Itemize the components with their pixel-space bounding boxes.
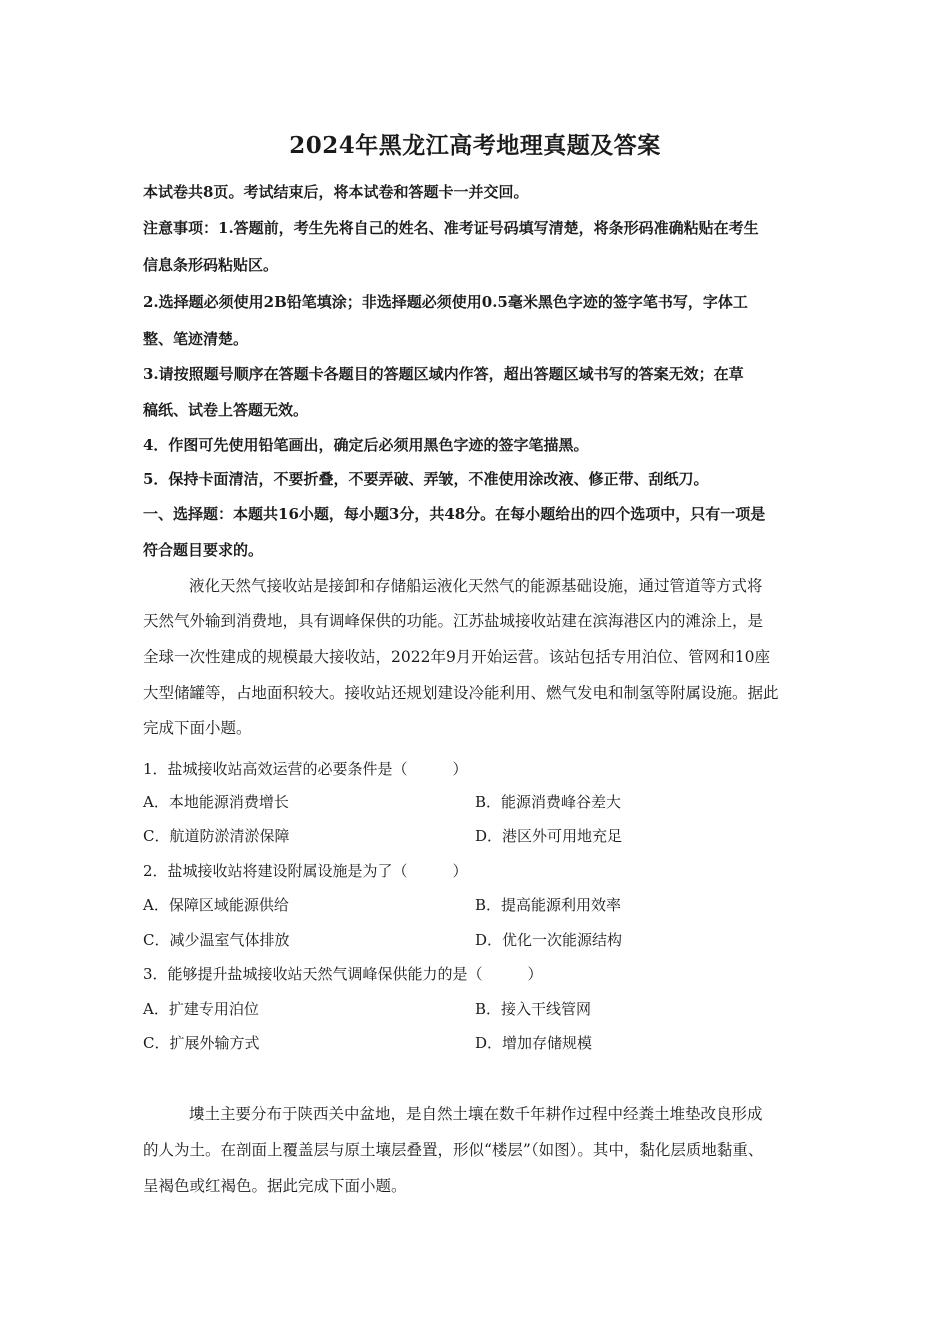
passage-line: 大型储罐等，占地面积较大。接收站还规划建设冷能利用、燃气发电和制氢等附属设施。据此 — [143, 684, 779, 702]
option-d: D．优化一次能源结构 — [475, 931, 623, 949]
section-heading: 一、选择题：本题共16小题，每小题3分，共48分。在每小题给出的四个选项中，只有一项是 — [143, 505, 766, 523]
instruction-line: 注意事项：1.答题前，考生先将自己的姓名、准考证号码填写清楚，将条形码准确粘贴在考生 — [143, 219, 759, 237]
option-c: C．扩展外输方式 — [143, 1034, 260, 1052]
option-c: C．航道防淤清淤保障 — [143, 827, 290, 845]
passage-line: 完成下面小题。 — [143, 719, 252, 737]
instruction-line: 稿纸、试卷上答题无效。 — [143, 401, 309, 419]
option-a: A．扩建专用泊位 — [143, 1000, 259, 1018]
passage-line: 塿土主要分布于陕西关中盆地，是自然土壤在数千年耕作过程中经粪土堆垫改良形成 — [189, 1105, 763, 1123]
passage-line: 天然气外输到消费地，具有调峰保供的功能。江苏盐城接收站建在滨海港区内的滩涂上，是 — [143, 612, 764, 630]
option-d: D．增加存储规模 — [475, 1034, 593, 1052]
question-stem: 2．盐城接收站将建设附属设施是为了（ ） — [143, 862, 468, 880]
page-title: 2024年黑龙江高考地理真题及答案 — [289, 132, 661, 159]
option-b: B．能源消费峰谷差大 — [475, 793, 622, 811]
instruction-line: 5．保持卡面清洁，不要折叠，不要弄破、弄皱，不准使用涂改液、修正带、刮纸刀。 — [143, 470, 709, 488]
instruction-line: 整、笔迹清楚。 — [143, 330, 249, 348]
option-d: D．港区外可用地充足 — [475, 827, 623, 845]
option-a: A．本地能源消费增长 — [143, 793, 289, 811]
question-stem: 3．能够提升盐城接收站天然气调峰保供能力的是（ ） — [143, 965, 543, 983]
instruction-line: 本试卷共8页。考试结束后，将本试卷和答题卡一并交回。 — [143, 183, 529, 201]
instruction-line: 信息条形码粘贴区。 — [143, 256, 279, 274]
section-heading: 符合题目要求的。 — [143, 541, 264, 559]
instruction-line: 3.请按照题号顺序在答题卡各题目的答题区域内作答，超出答题区域书写的答案无效；在草 — [143, 365, 744, 383]
option-a: A．保障区域能源供给 — [143, 896, 289, 914]
option-b: B．接入干线管网 — [475, 1000, 592, 1018]
passage-line: 液化天然气接收站是接卸和存储船运液化天然气的能源基础设施，通过管道等方式将 — [189, 577, 763, 595]
passage-line: 的人为土。在剖面上覆盖层与原土壤层叠置，形似“楼层”（如图）。其中，黏化层质地黏重、 — [143, 1141, 764, 1159]
option-c: C．减少温室气体排放 — [143, 931, 290, 949]
passage-line: 呈褐色或红褐色。据此完成下面小题。 — [143, 1177, 407, 1195]
passage-line: 全球一次性建成的规模最大接收站，2022年9月开始运营。该站包括专用泊位、管网和10座 — [143, 648, 771, 666]
option-b: B．提高能源利用效率 — [475, 896, 622, 914]
instruction-line: 2.选择题必须使用2B铅笔填涂；非选择题必须使用0.5毫米黑色字迹的签字笔书写，字体工 — [143, 293, 748, 311]
instruction-line: 4．作图可先使用铅笔画出，确定后必须用黑色字迹的签字笔描黑。 — [143, 436, 589, 454]
question-stem: 1．盐城接收站高效运营的必要条件是（ ） — [143, 760, 468, 778]
